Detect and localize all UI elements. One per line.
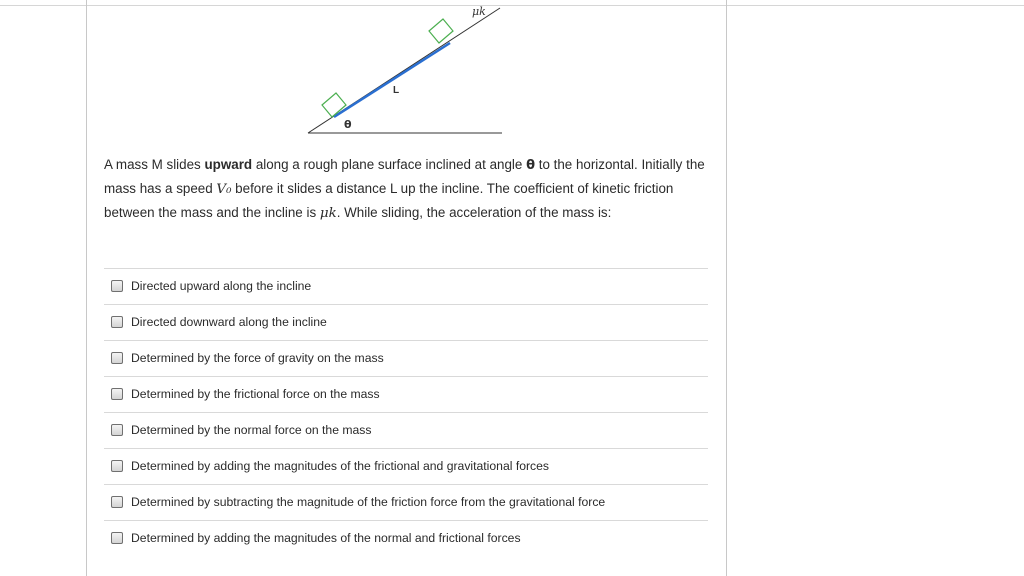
angle-label: θ bbox=[344, 118, 352, 131]
checkbox[interactable] bbox=[111, 280, 123, 292]
option-label: Determined by the normal force on the mass bbox=[131, 423, 372, 437]
block-end bbox=[429, 19, 453, 43]
checkbox[interactable] bbox=[111, 460, 123, 472]
checkbox[interactable] bbox=[111, 532, 123, 544]
incline-diagram bbox=[300, 0, 520, 140]
checkbox[interactable] bbox=[111, 316, 123, 328]
option-8[interactable] bbox=[104, 520, 708, 555]
answer-options bbox=[104, 268, 708, 555]
emphasis-upward: upward bbox=[204, 157, 253, 172]
distance-segment bbox=[334, 43, 450, 117]
mu-label: μk bbox=[472, 5, 486, 18]
theta-symbol: θ bbox=[526, 158, 535, 173]
option-label: Directed downward along the incline bbox=[131, 315, 327, 329]
checkbox[interactable] bbox=[111, 496, 123, 508]
option-6[interactable] bbox=[104, 448, 708, 483]
length-label: L bbox=[393, 85, 400, 96]
panel-right-border bbox=[726, 0, 727, 576]
v0-symbol: V₀ bbox=[216, 182, 232, 197]
checkbox[interactable] bbox=[111, 424, 123, 436]
checkbox[interactable] bbox=[111, 352, 123, 364]
option-1[interactable] bbox=[104, 268, 708, 303]
option-label: Determined by subtracting the magnitude of the friction force from the gravitational force bbox=[131, 495, 606, 509]
option-label: Directed upward along the incline bbox=[131, 279, 312, 293]
option-5[interactable] bbox=[104, 412, 708, 447]
block-start bbox=[322, 93, 346, 117]
option-2[interactable] bbox=[104, 304, 708, 339]
option-label: Determined by the frictional force on the mass bbox=[131, 387, 380, 401]
mu-symbol: μk bbox=[319, 206, 337, 221]
panel-left-border bbox=[86, 0, 87, 576]
option-3[interactable] bbox=[104, 340, 708, 375]
question-text: A mass M slides upward along a rough plane surface inclined at angle θ to the horizontal. Initially the mass has a speed V₀ before it slides a distance L up the incline. The coefficient of kinetic friction between the mass and the incline is μk. While sliding, the acceleration of the mass is: bbox=[104, 157, 705, 221]
option-7[interactable] bbox=[104, 484, 708, 519]
checkbox[interactable] bbox=[111, 388, 123, 400]
option-label: Determined by adding the magnitudes of the normal and frictional forces bbox=[131, 531, 521, 545]
option-4[interactable] bbox=[104, 376, 708, 411]
option-label: Determined by adding the magnitudes of the frictional and gravitational forces bbox=[131, 459, 550, 473]
option-label: Determined by the force of gravity on the mass bbox=[131, 351, 384, 365]
